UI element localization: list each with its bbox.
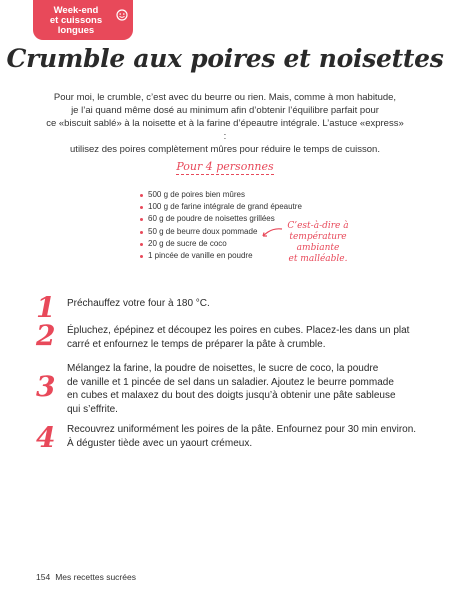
section-tab	[33, 0, 133, 40]
step-text-line: qui s’effrite.	[67, 403, 118, 415]
section-tab-line-2: et cuissons	[49, 15, 103, 26]
step-number: 1	[36, 291, 56, 324]
note-line: température ambiante	[289, 232, 347, 253]
intro-line: utilisez des poires complètement mûres pour réduire le temps de cuisson.	[70, 144, 380, 155]
step-text	[67, 324, 422, 351]
step-text-line: Préchauffez votre four à 180 °C.	[67, 298, 210, 309]
ingredient-item: 500 g de poires bien mûres	[140, 189, 302, 201]
section-name: Mes recettes sucrées	[55, 572, 136, 582]
section-tab-line-3: longues	[57, 25, 95, 36]
step-text-line: carré et enfournez le temps de préparer la pâte à crumble.	[67, 338, 326, 350]
step-text-line: Mélangez la farine, la poudre de noisettes, le sucre de coco, la poudre	[67, 363, 379, 374]
page-footer	[36, 572, 136, 582]
servings-label: Pour 4 personnes	[176, 160, 274, 173]
step-number: 3	[36, 370, 56, 403]
ingredient-item: 1 pincée de vanille en poudre	[140, 250, 302, 262]
ingredient-item: 50 g de beurre doux pommade	[140, 226, 302, 238]
ingredient-item: 100 g de farine intégrale de grand épeautre	[140, 201, 302, 213]
ingredient-item: 60 g de poudre de noisettes grillées	[140, 213, 302, 225]
step-text-line: À déguster tiède avec un yaourt crémeux.	[67, 437, 253, 449]
recipe-title: Crumble aux poires et noisettes	[6, 44, 444, 73]
note-line: et malléable.	[288, 254, 348, 264]
step-text-line: en cubes et malaxez du bout des doigts jusqu’à obtenir une pâte sableuse	[67, 390, 396, 401]
ingredient-item: 20 g de sucre de coco	[140, 238, 302, 250]
intro-line: ce «biscuit sablé» à la noisette et à la farine d’épeautre intégrale. L’astuce «express» :	[46, 118, 404, 142]
page-number: 154	[36, 572, 51, 582]
step-text-line: Épluchez, épépinez et découpez les poires en cubes. Placez-les dans un plat	[67, 325, 410, 336]
intro-line: Pour moi, le crumble, c’est avec du beurre ou rien. Mais, comme à mon habitude,	[53, 92, 397, 103]
section-tab-line-1: Week-end	[53, 5, 99, 16]
step-number: 2	[36, 319, 56, 352]
step-text	[67, 297, 422, 311]
smiley-icon	[116, 9, 128, 21]
recipe-intro	[46, 91, 404, 156]
step-text	[67, 423, 422, 450]
servings-heading	[0, 160, 450, 173]
note-line: C’est-à-dire à	[287, 221, 349, 231]
step-text	[67, 362, 422, 416]
intro-line: je l’ai quand même dosé au minimum afin d’obtenir l’équilibre parfait pour	[71, 105, 379, 116]
step-text-line: de vanille et 1 pincée de sel dans un saladier. Ajoutez le beurre pommade	[67, 376, 394, 388]
butter-note	[272, 221, 364, 265]
step-text-line: Recouvrez uniformément les poires de la pâte. Enfournez pour 30 min environ.	[67, 424, 417, 435]
step-number: 4	[36, 421, 56, 454]
